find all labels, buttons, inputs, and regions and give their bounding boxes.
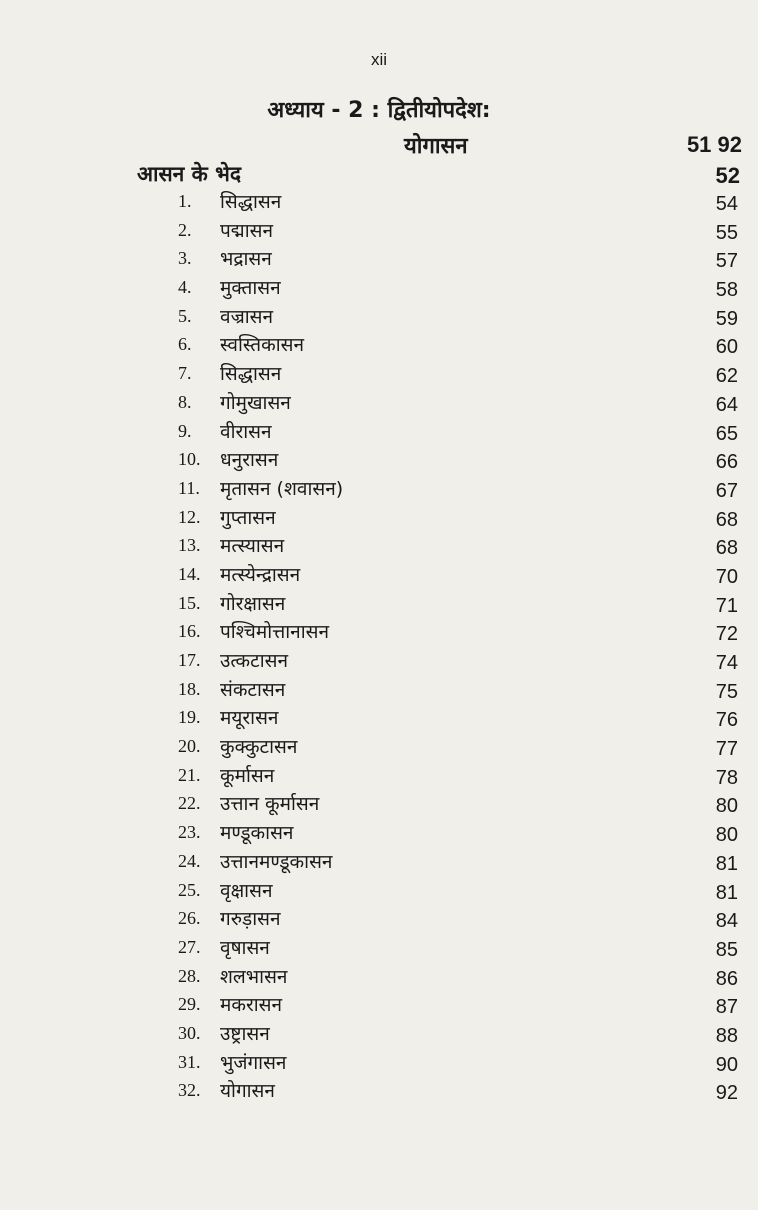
toc-entry bbox=[0, 360, 758, 389]
entry-name: मृतासन (शवासन) bbox=[220, 477, 344, 500]
entry-name: पश्चिमोत्तानासन bbox=[220, 621, 330, 644]
entry-number: 31. bbox=[178, 1051, 201, 1072]
entry-page: 64 bbox=[715, 393, 738, 416]
entry-name: वीरासन bbox=[220, 420, 272, 443]
toc-entry bbox=[0, 819, 758, 848]
entry-page: 81 bbox=[715, 852, 738, 875]
entry-page: 57 bbox=[715, 250, 738, 273]
entry-number: 12. bbox=[178, 506, 201, 527]
entry-name: गोरक्षासन bbox=[220, 592, 286, 615]
entry-number: 9. bbox=[178, 420, 192, 441]
entry-name: मण्डूकासन bbox=[220, 822, 294, 845]
entry-page: 54 bbox=[715, 193, 738, 215]
toc-entry bbox=[0, 963, 758, 992]
entry-page: 72 bbox=[715, 623, 738, 646]
entry-page: 81 bbox=[715, 881, 738, 904]
toc-entry bbox=[0, 561, 758, 590]
entry-name: भद्रासन bbox=[220, 248, 272, 271]
entry-number: 11. bbox=[178, 477, 200, 498]
toc-entry bbox=[0, 905, 758, 934]
entry-name: गुप्तासन bbox=[220, 506, 276, 529]
entry-page: 58 bbox=[715, 279, 738, 302]
toc-entry bbox=[0, 790, 758, 819]
entry-name: गरुड़ासन bbox=[220, 908, 281, 931]
toc-entry bbox=[0, 418, 758, 447]
entry-number: 21. bbox=[178, 764, 201, 785]
toc-entry bbox=[0, 475, 758, 504]
entry-name: संकटासन bbox=[220, 678, 286, 701]
entry-page: 71 bbox=[715, 594, 738, 617]
subsection-page: 52 bbox=[715, 163, 740, 188]
entry-page: 88 bbox=[715, 1024, 738, 1047]
entry-name: धनुरासन bbox=[220, 449, 279, 472]
entry-page: 62 bbox=[715, 365, 738, 388]
entry-page: 78 bbox=[715, 766, 738, 789]
entry-page: 66 bbox=[715, 451, 738, 474]
entry-name: वज्रासन bbox=[220, 305, 274, 328]
toc-entry bbox=[0, 188, 758, 217]
entry-name: सिद्धासन bbox=[220, 363, 282, 386]
toc-entry bbox=[0, 1020, 758, 1049]
page-number: xii bbox=[370, 50, 388, 69]
toc-entry bbox=[0, 532, 758, 561]
entry-name: गोमुखासन bbox=[220, 391, 291, 414]
entry-number: 28. bbox=[178, 965, 201, 986]
entry-page: 68 bbox=[715, 537, 738, 560]
entry-name: उष्ट्रासन bbox=[220, 1022, 270, 1045]
entry-number: 13. bbox=[178, 535, 201, 556]
entry-name: वृक्षासन bbox=[220, 879, 273, 902]
chapter-title: अध्याय - 2 : द्वितीयोपदेश: bbox=[267, 98, 491, 123]
entry-page: 60 bbox=[715, 336, 738, 359]
entry-name: उत्तान कूर्मासन bbox=[220, 793, 320, 816]
entry-page: 59 bbox=[715, 307, 738, 330]
toc-entry bbox=[0, 877, 758, 906]
entry-number: 5. bbox=[178, 305, 192, 326]
toc-entry bbox=[0, 1077, 758, 1106]
entry-name: मत्स्येन्द्रासन bbox=[220, 563, 301, 586]
toc-entry bbox=[0, 762, 758, 791]
toc-entry bbox=[0, 389, 758, 418]
entry-name: मुक्तासन bbox=[220, 277, 281, 300]
entry-number: 26. bbox=[178, 908, 201, 929]
toc-entry bbox=[0, 1049, 758, 1078]
entry-page: 86 bbox=[715, 967, 738, 990]
toc-entry bbox=[0, 446, 758, 475]
toc-entry bbox=[0, 704, 758, 733]
entry-number: 7. bbox=[178, 363, 192, 384]
entry-page: 76 bbox=[715, 709, 738, 732]
entry-page: 90 bbox=[715, 1053, 738, 1076]
entry-number: 14. bbox=[178, 563, 201, 584]
entry-number: 30. bbox=[178, 1022, 201, 1043]
section-page-range: 51 92 bbox=[686, 132, 742, 157]
toc-entry bbox=[0, 245, 758, 274]
toc-entry bbox=[0, 303, 758, 332]
entry-page: 70 bbox=[715, 565, 738, 588]
entry-page: 92 bbox=[715, 1082, 738, 1105]
entry-number: 3. bbox=[178, 248, 192, 269]
entry-name: स्वस्तिकासन bbox=[220, 334, 304, 357]
toc-list bbox=[0, 188, 758, 1106]
entry-page: 84 bbox=[715, 910, 738, 933]
toc-entry bbox=[0, 217, 758, 246]
toc-entry bbox=[0, 733, 758, 762]
entry-number: 19. bbox=[178, 707, 201, 728]
entry-number: 18. bbox=[178, 678, 201, 699]
entry-number: 16. bbox=[178, 621, 201, 642]
entry-name: शलभासन bbox=[220, 965, 288, 988]
entry-page: 74 bbox=[715, 652, 738, 674]
entry-name: वृषासन bbox=[220, 936, 270, 959]
entry-name: मयूरासन bbox=[220, 707, 279, 730]
entry-number: 6. bbox=[178, 334, 192, 355]
entry-number: 8. bbox=[178, 391, 192, 412]
toc-entry bbox=[0, 676, 758, 705]
entry-number: 2. bbox=[178, 219, 192, 240]
toc-entry bbox=[0, 274, 758, 303]
entry-number: 25. bbox=[178, 879, 201, 900]
section-title: योगासन bbox=[404, 134, 468, 159]
entry-page: 77 bbox=[715, 738, 738, 761]
entry-number: 22. bbox=[178, 793, 201, 814]
entry-page: 55 bbox=[715, 221, 738, 244]
entry-page: 67 bbox=[715, 479, 738, 502]
entry-page: 65 bbox=[715, 422, 738, 445]
toc-entry bbox=[0, 590, 758, 619]
entry-number: 24. bbox=[178, 850, 201, 871]
entry-name: भुजंगासन bbox=[220, 1051, 287, 1074]
entry-name: मकरासन bbox=[220, 994, 283, 1017]
entry-page: 68 bbox=[715, 508, 738, 531]
entry-name: कूर्मासन bbox=[220, 764, 275, 787]
entry-page: 80 bbox=[715, 824, 738, 847]
toc-entry bbox=[0, 331, 758, 360]
toc-entry bbox=[0, 618, 758, 647]
entry-name: कुक्कुटासन bbox=[220, 736, 298, 759]
toc-entry bbox=[0, 848, 758, 877]
entry-page: 75 bbox=[715, 680, 738, 703]
toc-entry bbox=[0, 991, 758, 1020]
entry-number: 17. bbox=[178, 650, 201, 670]
entry-number: 27. bbox=[178, 936, 201, 957]
entry-number: 23. bbox=[178, 822, 201, 843]
toc-entry bbox=[0, 504, 758, 533]
entry-name: मत्स्यासन bbox=[220, 535, 285, 558]
toc-entry bbox=[0, 647, 758, 676]
entry-name: पद्मासन bbox=[220, 219, 274, 242]
subsection-title: आसन के भेद bbox=[137, 162, 241, 186]
entry-name: उत्कटासन bbox=[220, 650, 289, 672]
entry-number: 15. bbox=[178, 592, 201, 613]
entry-page: 87 bbox=[715, 996, 738, 1019]
entry-page: 80 bbox=[715, 795, 738, 818]
entry-number: 10. bbox=[178, 449, 201, 470]
entry-number: 29. bbox=[178, 994, 201, 1015]
entry-name: सिद्धासन bbox=[220, 191, 282, 213]
entry-number: 4. bbox=[178, 277, 192, 298]
entry-number: 1. bbox=[178, 191, 192, 211]
entry-name: योगासन bbox=[220, 1080, 275, 1103]
entry-name: उत्तानमण्डूकासन bbox=[220, 850, 333, 873]
entry-number: 32. bbox=[178, 1080, 201, 1101]
entry-page: 85 bbox=[715, 938, 738, 961]
toc-entry bbox=[0, 934, 758, 963]
entry-number: 20. bbox=[178, 736, 201, 757]
